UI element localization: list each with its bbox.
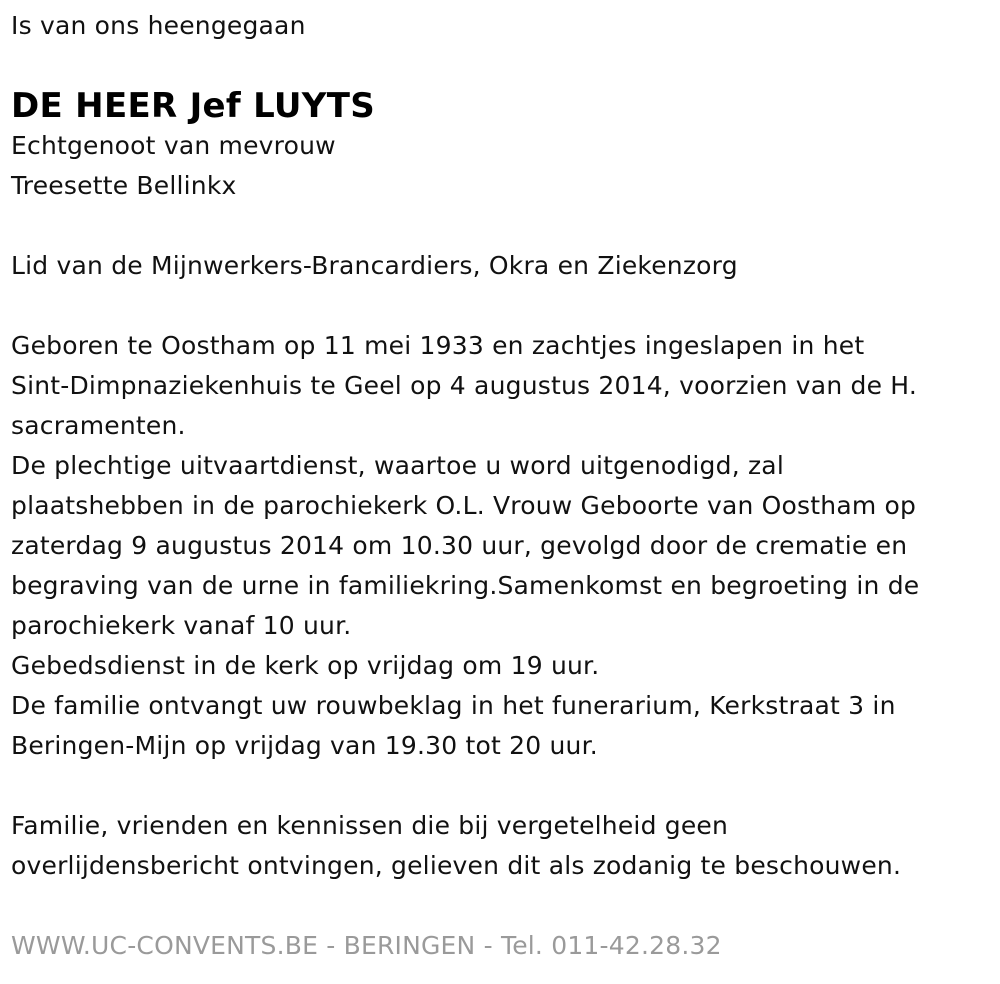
closing-paragraph bbox=[11, 806, 986, 886]
spouse-line-2: Treesette Bellinkx bbox=[11, 171, 237, 200]
footer-contact: WWW.UC-CONVENTS.BE - BERINGEN - Tel. 011-42.28.32 bbox=[11, 931, 722, 960]
body-line: zaterdag 9 augustus 2014 om 10.30 uur, gevolgd door de crematie en bbox=[11, 531, 908, 560]
body-line: plaatshebben in de parochiekerk O.L. Vrouw Geboorte van Oostham op bbox=[11, 491, 917, 520]
body-line: Geboren te Oostham op 11 mei 1933 en zachtjes ingeslapen in het bbox=[11, 331, 865, 360]
body-line: Gebedsdienst in de kerk op vrijdag om 19 uur. bbox=[11, 651, 600, 680]
spouse-line-1: Echtgenoot van mevrouw bbox=[11, 131, 336, 160]
death-notice bbox=[11, 6, 986, 966]
deceased-name: DE HEER Jef LUYTS bbox=[11, 86, 376, 126]
membership-text: Lid van de Mijnwerkers-Brancardiers, Okra en Ziekenzorg bbox=[11, 251, 738, 280]
body-line: De plechtige uitvaartdienst, waartoe u word uitgenodigd, zal bbox=[11, 451, 784, 480]
spacer bbox=[11, 286, 986, 326]
spacer bbox=[11, 766, 986, 806]
spacer bbox=[11, 886, 986, 926]
body-line: Beringen-Mijn op vrijdag van 19.30 tot 20 uur. bbox=[11, 731, 598, 760]
body-line: De familie ontvangt uw rouwbeklag in het funerarium, Kerkstraat 3 in bbox=[11, 691, 896, 720]
body-line: parochiekerk vanaf 10 uur. bbox=[11, 611, 352, 640]
closing-line: overlijdensbericht ontvingen, gelieven dit als zodanig te beschouwen. bbox=[11, 851, 902, 880]
closing-line: Familie, vrienden en kennissen die bij vergetelheid geen bbox=[11, 811, 729, 840]
body-paragraph bbox=[11, 326, 986, 766]
body-line: Sint-Dimpnaziekenhuis te Geel op 4 augustus 2014, voorzien van de H. bbox=[11, 371, 918, 400]
body-line: sacramenten. bbox=[11, 411, 186, 440]
body-line: begraving van de urne in familiekring.Samenkomst en begroeting in de bbox=[11, 571, 920, 600]
spacer bbox=[11, 206, 986, 246]
intro-text: Is van ons heengegaan bbox=[11, 11, 306, 40]
